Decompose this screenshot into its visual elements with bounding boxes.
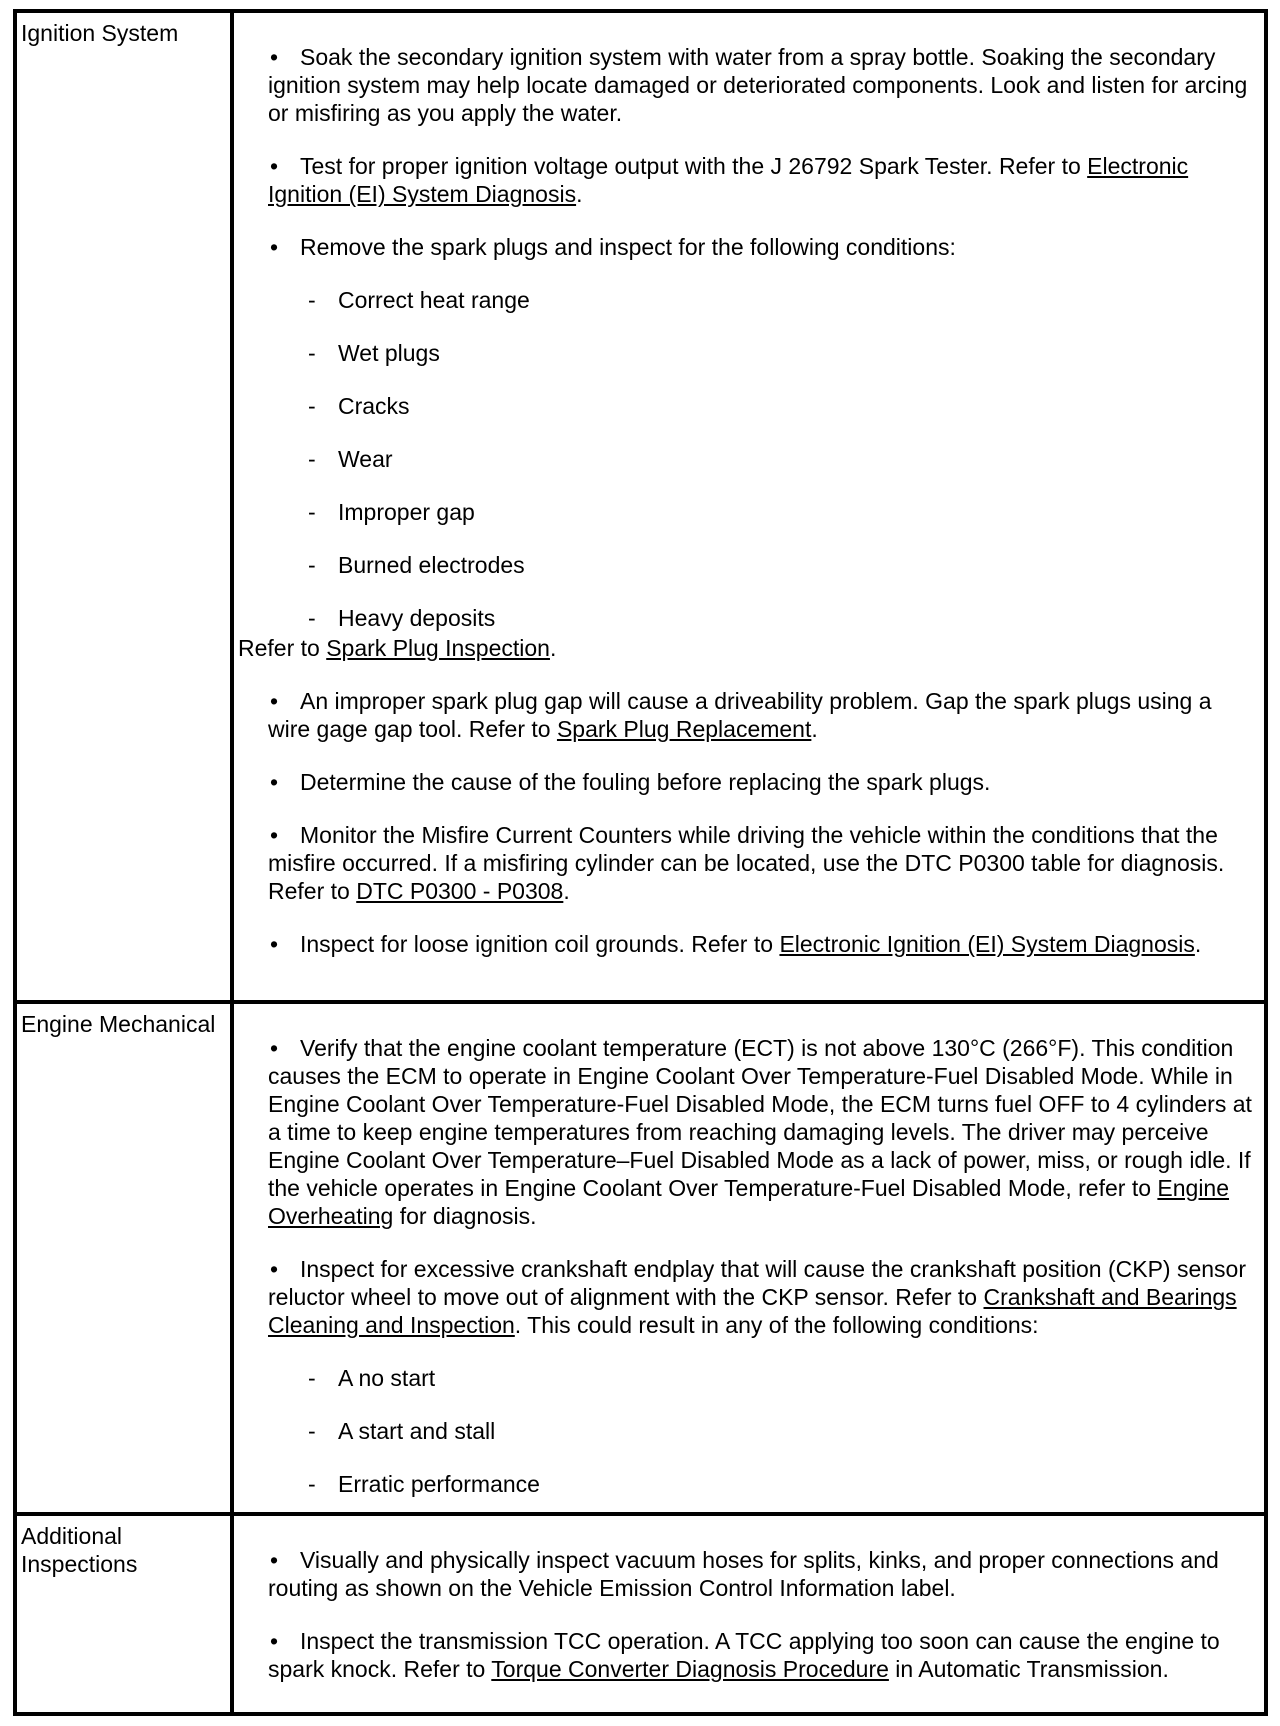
additional-inspection-checks xyxy=(232,1514,1266,1714)
link-crankshaft-bearings[interactable]: Crankshaft and Bearings Cleaning and Inspection xyxy=(268,1284,1237,1338)
list-item: - Erratic performance xyxy=(308,1471,540,1497)
ignition-step-coil-grounds: • Inspect for loose ignition coil grounds. Refer to Electronic Ignition (EI) System Diagnosis. xyxy=(270,931,1202,957)
additional-step-tcc: • Inspect the transmission TCC operation. A TCC applying too soon can cause the engine to spark knock. Refer to Torque Converter Diagnosis Procedure in Automatic Transmission. xyxy=(268,1628,1220,1682)
ignition-step-soak: • Soak the secondary ignition system with water from a spray bottle. Soaking the secondary ignition system may help locate damaged or deteriorated components. Look and listen for arcing or misfiring as you apply the water. xyxy=(268,44,1248,126)
ignition-step-fouling: • Determine the cause of the fouling before replacing the spark plugs. xyxy=(270,769,991,795)
engine-step-endplay: • Inspect for excessive crankshaft endplay that will cause the crankshaft position (CKP) sensor reluctor wheel to move out of alignment with the CKP sensor. Refer to Crankshaft and Bearings Cleaning and Inspection. This could result in any of the following conditions: xyxy=(268,1256,1247,1338)
ignition-step-spark-tester: • Test for proper ignition voltage output with the J 26792 Spark Tester. Refer to Electronic Ignition (EI) System Diagnosis. xyxy=(268,153,1189,207)
list-item: - Wear xyxy=(308,446,393,472)
list-item: - Heavy deposits xyxy=(308,605,496,631)
link-spark-plug-replacement[interactable]: Spark Plug Replacement xyxy=(556,716,812,742)
ignition-step-remove-plugs: • Remove the spark plugs and inspect for the following conditions: xyxy=(270,234,956,260)
ignition-step-misfire-counters: • Monitor the Misfire Current Counters while driving the vehicle within the conditions that the misfire occurred. If a misfiring cylinder can be located, use the DTC P0300 table for diagnosis. Refer to DTC P0300 - P0308. xyxy=(268,822,1225,904)
spark-plug-inspection-ref: Refer to Spark Plug Inspection. xyxy=(238,635,557,661)
engine-step-ect: • Verify that the engine coolant temperature (ECT) is not above 130°C (266°F). This condition causes the ECM to operate in Engine Coolant Over Temperature-Fuel Disabled Mode. While in Engine Coolant Over Temperature-Fuel Disabled Mode, the ECM turns fuel OFF to 4 cylinders at a time to keep engine temperatures from reaching damaging levels. The driver may perceive Engine Coolant Over Temperature–Fuel Disabled Mode as a lack of power, miss, or rough idle. If the vehicle operates in Engine Coolant Over Temperature-Fuel Disabled Mode, refer to Engine Overheating for diagnosis. xyxy=(268,1035,1252,1229)
ignition-checks xyxy=(232,11,1266,1002)
diagnosis-table xyxy=(13,9,1268,1716)
table-row-ignition xyxy=(15,11,1266,1002)
ignition-step-gap: • An improper spark plug gap will cause a driveability problem. Gap the spark plugs using a wire gage gap tool. Refer to Spark Plug Replacement. xyxy=(268,688,1212,742)
list-item: - Wet plugs xyxy=(308,340,440,366)
link-ei-system-diagnosis-2[interactable]: Electronic Ignition (EI) System Diagnosis xyxy=(779,931,1195,957)
list-item: - A no start xyxy=(308,1365,436,1391)
link-dtc-p0300[interactable]: DTC P0300 - P0308 xyxy=(356,878,564,904)
link-ei-system-diagnosis[interactable]: Electronic Ignition (EI) System Diagnosis xyxy=(268,153,1189,207)
link-torque-converter-diagnosis[interactable]: Torque Converter Diagnosis Procedure xyxy=(491,1656,889,1682)
category-ignition-system: Ignition System xyxy=(15,11,232,1002)
table-row-additional-inspections xyxy=(15,1514,1266,1714)
category-engine-mechanical: Engine Mechanical xyxy=(15,1002,232,1514)
list-item: - Burned electrodes xyxy=(308,552,525,578)
category-additional-inspections: Additional Inspections xyxy=(15,1514,232,1714)
additional-step-vacuum: • Visually and physically inspect vacuum hoses for splits, kinks, and proper connections and routing as shown on the Vehicle Emission Control Information label. xyxy=(268,1547,1219,1601)
list-item: - Cracks xyxy=(308,393,410,419)
link-engine-overheating[interactable]: Engine Overheating xyxy=(268,1175,1230,1229)
engine-mechanical-checks xyxy=(232,1002,1266,1514)
list-item: - Correct heat range xyxy=(308,287,530,313)
table-row-engine-mechanical xyxy=(15,1002,1266,1514)
link-spark-plug-inspection[interactable]: Spark Plug Inspection xyxy=(326,635,550,661)
list-item: - A start and stall xyxy=(308,1418,496,1444)
list-item: - Improper gap xyxy=(308,499,475,525)
